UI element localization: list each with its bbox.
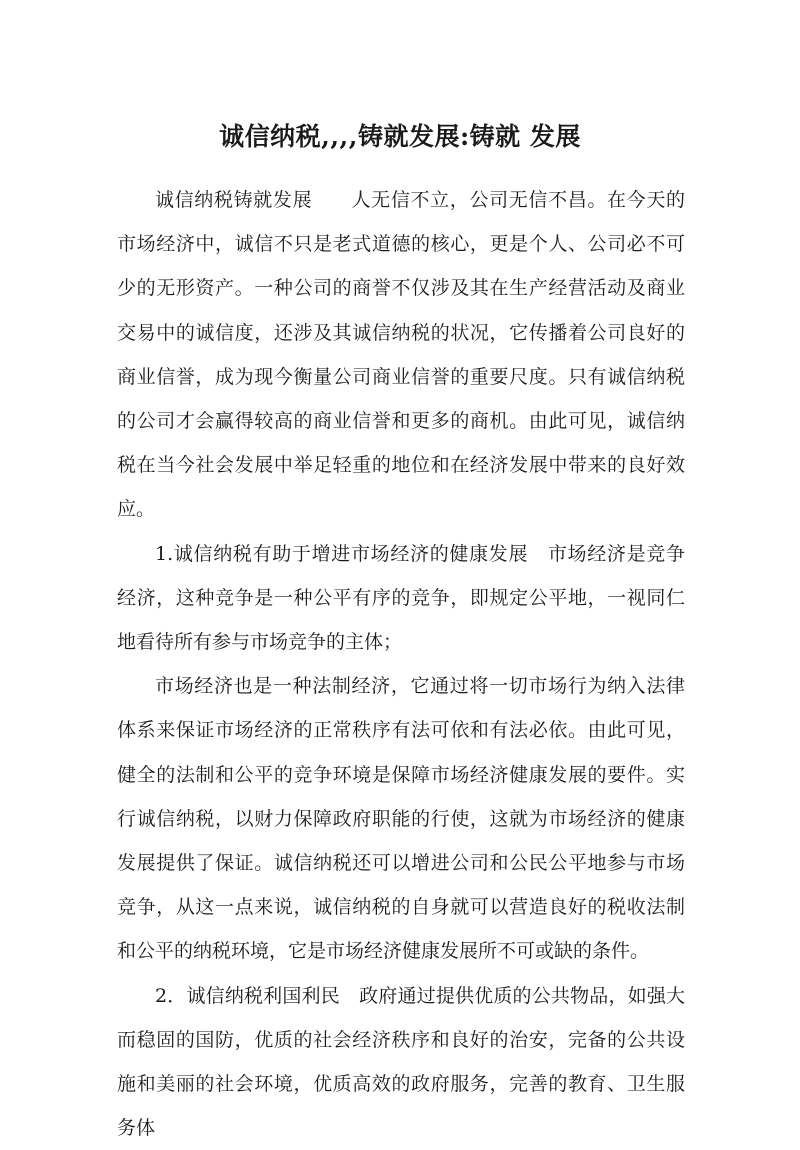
paragraph-intro: 诚信纳税铸就发展 人无信不立，公司无信不昌。在今天的市场经济中，诚信不只是老式道德的核心，更是个人、公司必不可少的无形资产。一种公司的商誉不仅涉及其在生产经营活动及商业交易中的诚信度，还涉及其诚信纳税的状况，它传播着公司良好的商业信誉，成为现今衡量公司商业信誉的重要尺度。只有诚信纳税的公司才会赢得较高的商业信誉和更多的商机。由此可见，诚信纳税在当今社会发展中举足轻重的地位和在经济发展中带来的良好效应。 bbox=[117, 189, 685, 521]
paragraph-legal-economy: 市场经济也是一种法制经济，它通过将一切市场行为纳入法律体系来保证市场经济的正常秩序有法可依和有法必依。由此可见，健全的法制和公平的竞争环境是保障市场经济健康发展的要件。实行诚信纳税，以财力保障政府职能的行使，这就为市场经济的健康发展提供了保证。诚信纳税还可以增进公司和公民公平地参与市场竞争，从这一点来说，诚信纳税的自身就可以营造良好的税收法制和公平的纳税环境，它是市场经济健康发展所不可或缺的条件。 bbox=[117, 675, 685, 963]
paragraph-section-1: 1.诚信纳税有助于增进市场经济的健康发展 市场经济是竞争经济，这种竞争是一种公平有序的竞争，即规定公平地，一视同仁地看待所有参与市场竞争的主体； bbox=[117, 542, 685, 654]
document-title: 诚信纳税,,,,铸就发展:铸就 发展 bbox=[219, 121, 581, 151]
document-body bbox=[117, 178, 685, 1150]
paragraph-section-2: 2．诚信纳税利国利民 政府通过提供优质的公共物品，如强大而稳固的国防，优质的社会经济秩序和良好的治安，完备的公共设施和美丽的社会环境，优质高效的政府服务，完善的教育、卫生服务体 bbox=[117, 984, 685, 1140]
